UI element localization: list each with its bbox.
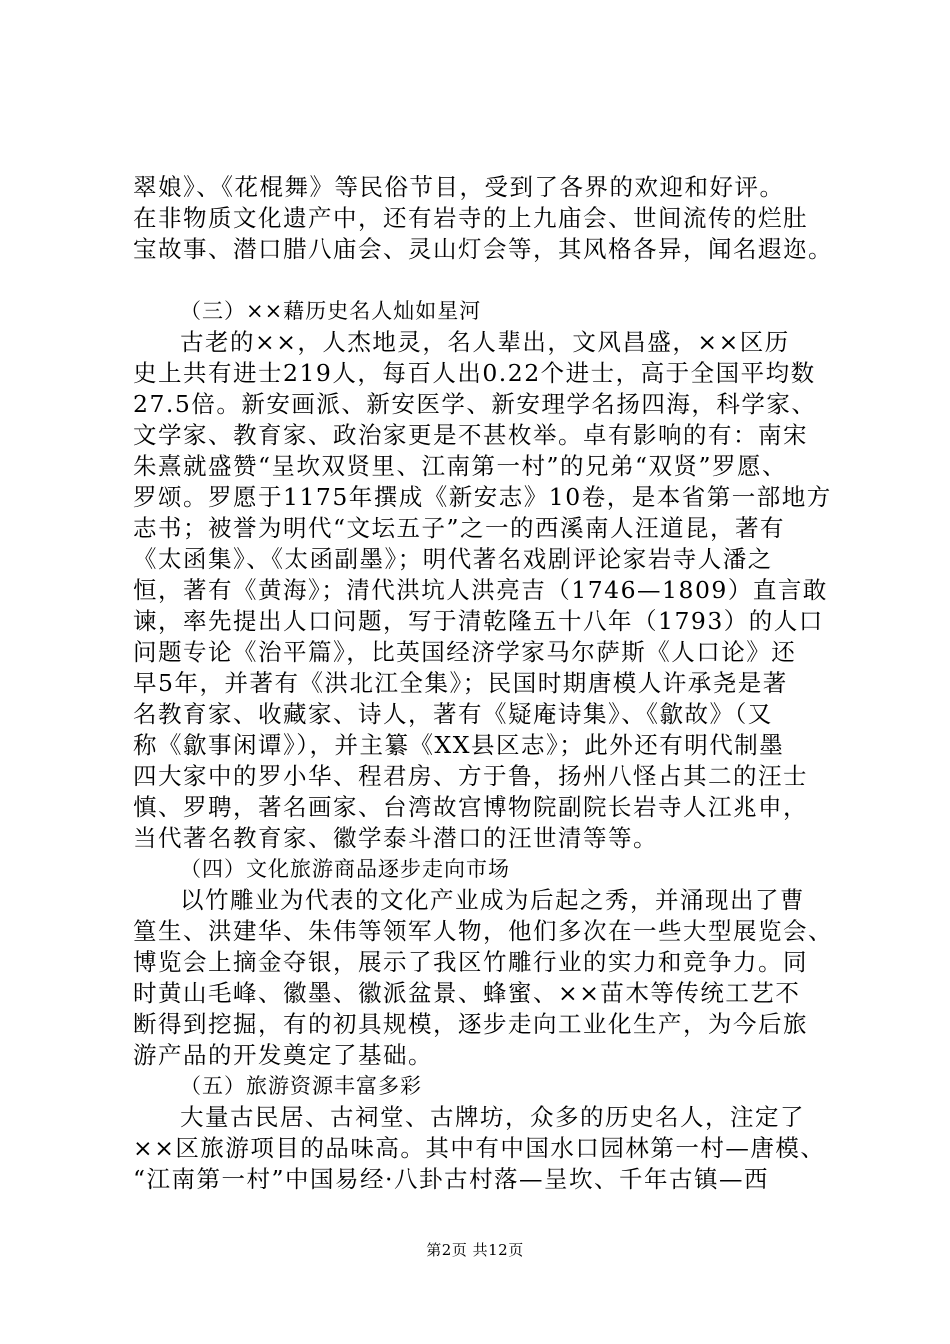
body-paragraph bbox=[133, 327, 832, 854]
text-line: 四大家中的罗小华、程君房、方于鲁，扬州八怪占其二的汪士 bbox=[133, 762, 808, 790]
text-line: 史上共有进士219人，每百人出0.22个进士，高于全国平均数 bbox=[133, 359, 816, 387]
page-number-footer: 第2页 共12页 bbox=[426, 1241, 524, 1259]
text-line: 志书；被誉为明代“文坛五子”之一的西溪南人汪道昆，著有 bbox=[133, 514, 786, 542]
text-line: 在非物质文化遗产中，还有岩寺的上九庙会、世间流传的烂肚 bbox=[133, 204, 808, 232]
section-heading bbox=[133, 1071, 825, 1102]
body-paragraph bbox=[133, 885, 833, 1071]
section-heading bbox=[133, 296, 825, 327]
text-line: 朱熹就盛赞“呈坎双贤里、江南第一村”的兄弟“双贤”罗愿、 bbox=[133, 452, 788, 480]
text-line: 游产品的开发奠定了基础。 bbox=[133, 1041, 433, 1069]
text-line: ××区旅游项目的品味高。其中有中国水口园林第一村—唐模、 bbox=[133, 1134, 826, 1162]
text-line: 宝故事、潜口腊八庙会、灵山灯会等，其风格各异，闻名遐迩。 bbox=[133, 235, 833, 263]
section-heading bbox=[133, 854, 825, 885]
paragraph-spacer bbox=[133, 265, 825, 296]
text-line: （三）××藉历史名人灿如星河 bbox=[180, 299, 482, 323]
text-line: “江南第一村”中国易经·八卦古村落—呈坎、千年古镇—西 bbox=[133, 1165, 769, 1193]
text-line: 《太函集》、《太函副墨》；明代著名戏剧评论家岩寺人潘之 bbox=[133, 545, 773, 573]
text-line: 以竹雕业为代表的文化产业成为后起之秀，并涌现出了曹 bbox=[180, 886, 805, 914]
text-line: 当代著名教育家、徽学泰斗潜口的汪世清等等。 bbox=[133, 824, 658, 852]
text-line: 称《歙事闲谭》），并主纂《XX县区志》；此外还有明代制墨 bbox=[133, 731, 785, 759]
body-paragraph bbox=[133, 1102, 825, 1195]
text-line: 时黄山毛峰、徽墨、徽派盆景、蜂蜜、××苗木等传统工艺不 bbox=[133, 979, 801, 1007]
body-paragraph bbox=[133, 172, 833, 265]
text-line: 谏，率先提出人口问题，写于清乾隆五十八年（1793）的人口 bbox=[133, 607, 824, 635]
text-line: （四）文化旅游商品逐步走向市场 bbox=[180, 857, 510, 881]
text-line: 博览会上摘金夺银，展示了我区竹雕行业的实力和竞争力。同 bbox=[133, 948, 808, 976]
text-line: 文学家、教育家、政治家更是不甚枚举。卓有影响的有：南宋 bbox=[133, 421, 808, 449]
text-line: 罗颂。罗愿于1175年撰成《新安志》10卷，是本省第一部地方 bbox=[133, 483, 832, 511]
text-line: 大量古民居、古祠堂、古牌坊，众多的历史名人，注定了 bbox=[180, 1103, 805, 1131]
text-line: 篁生、洪建华、朱伟等领军人物，他们多次在一些大型展览会、 bbox=[133, 917, 833, 945]
text-line: 问题专论《治平篇》，比英国经济学家马尔萨斯《人口论》还 bbox=[133, 638, 797, 666]
text-line: 翠娘》、《花棍舞》等民俗节目，受到了各界的欢迎和好评。 bbox=[133, 173, 785, 201]
text-line: 断得到挖掘，有的初具规模，逐步走向工业化生产，为今后旅 bbox=[133, 1010, 808, 1038]
text-line: 古老的××，人杰地灵，名人辈出，文风昌盛，××区历 bbox=[180, 328, 790, 356]
text-line: 早5年，并著有《洪北江全集》；民国时期唐模人许承尧是著 bbox=[133, 669, 788, 697]
text-line: 慎、罗聘，著名画家、台湾故宫博物院副院长岩寺人江兆申， bbox=[133, 793, 808, 821]
document-body bbox=[133, 172, 833, 1195]
text-line: 名教育家、收藏家、诗人，著有《疑庵诗集》、《歙故》（又 bbox=[133, 700, 773, 728]
text-line: 恒，著有《黄海》；清代洪坑人洪亮吉（1746—1809）直言敢 bbox=[133, 576, 828, 604]
text-line: 27.5倍。新安画派、新安医学、新安理学名扬四海，科学家、 bbox=[133, 390, 817, 418]
text-line: （五）旅游资源丰富多彩 bbox=[180, 1074, 422, 1098]
